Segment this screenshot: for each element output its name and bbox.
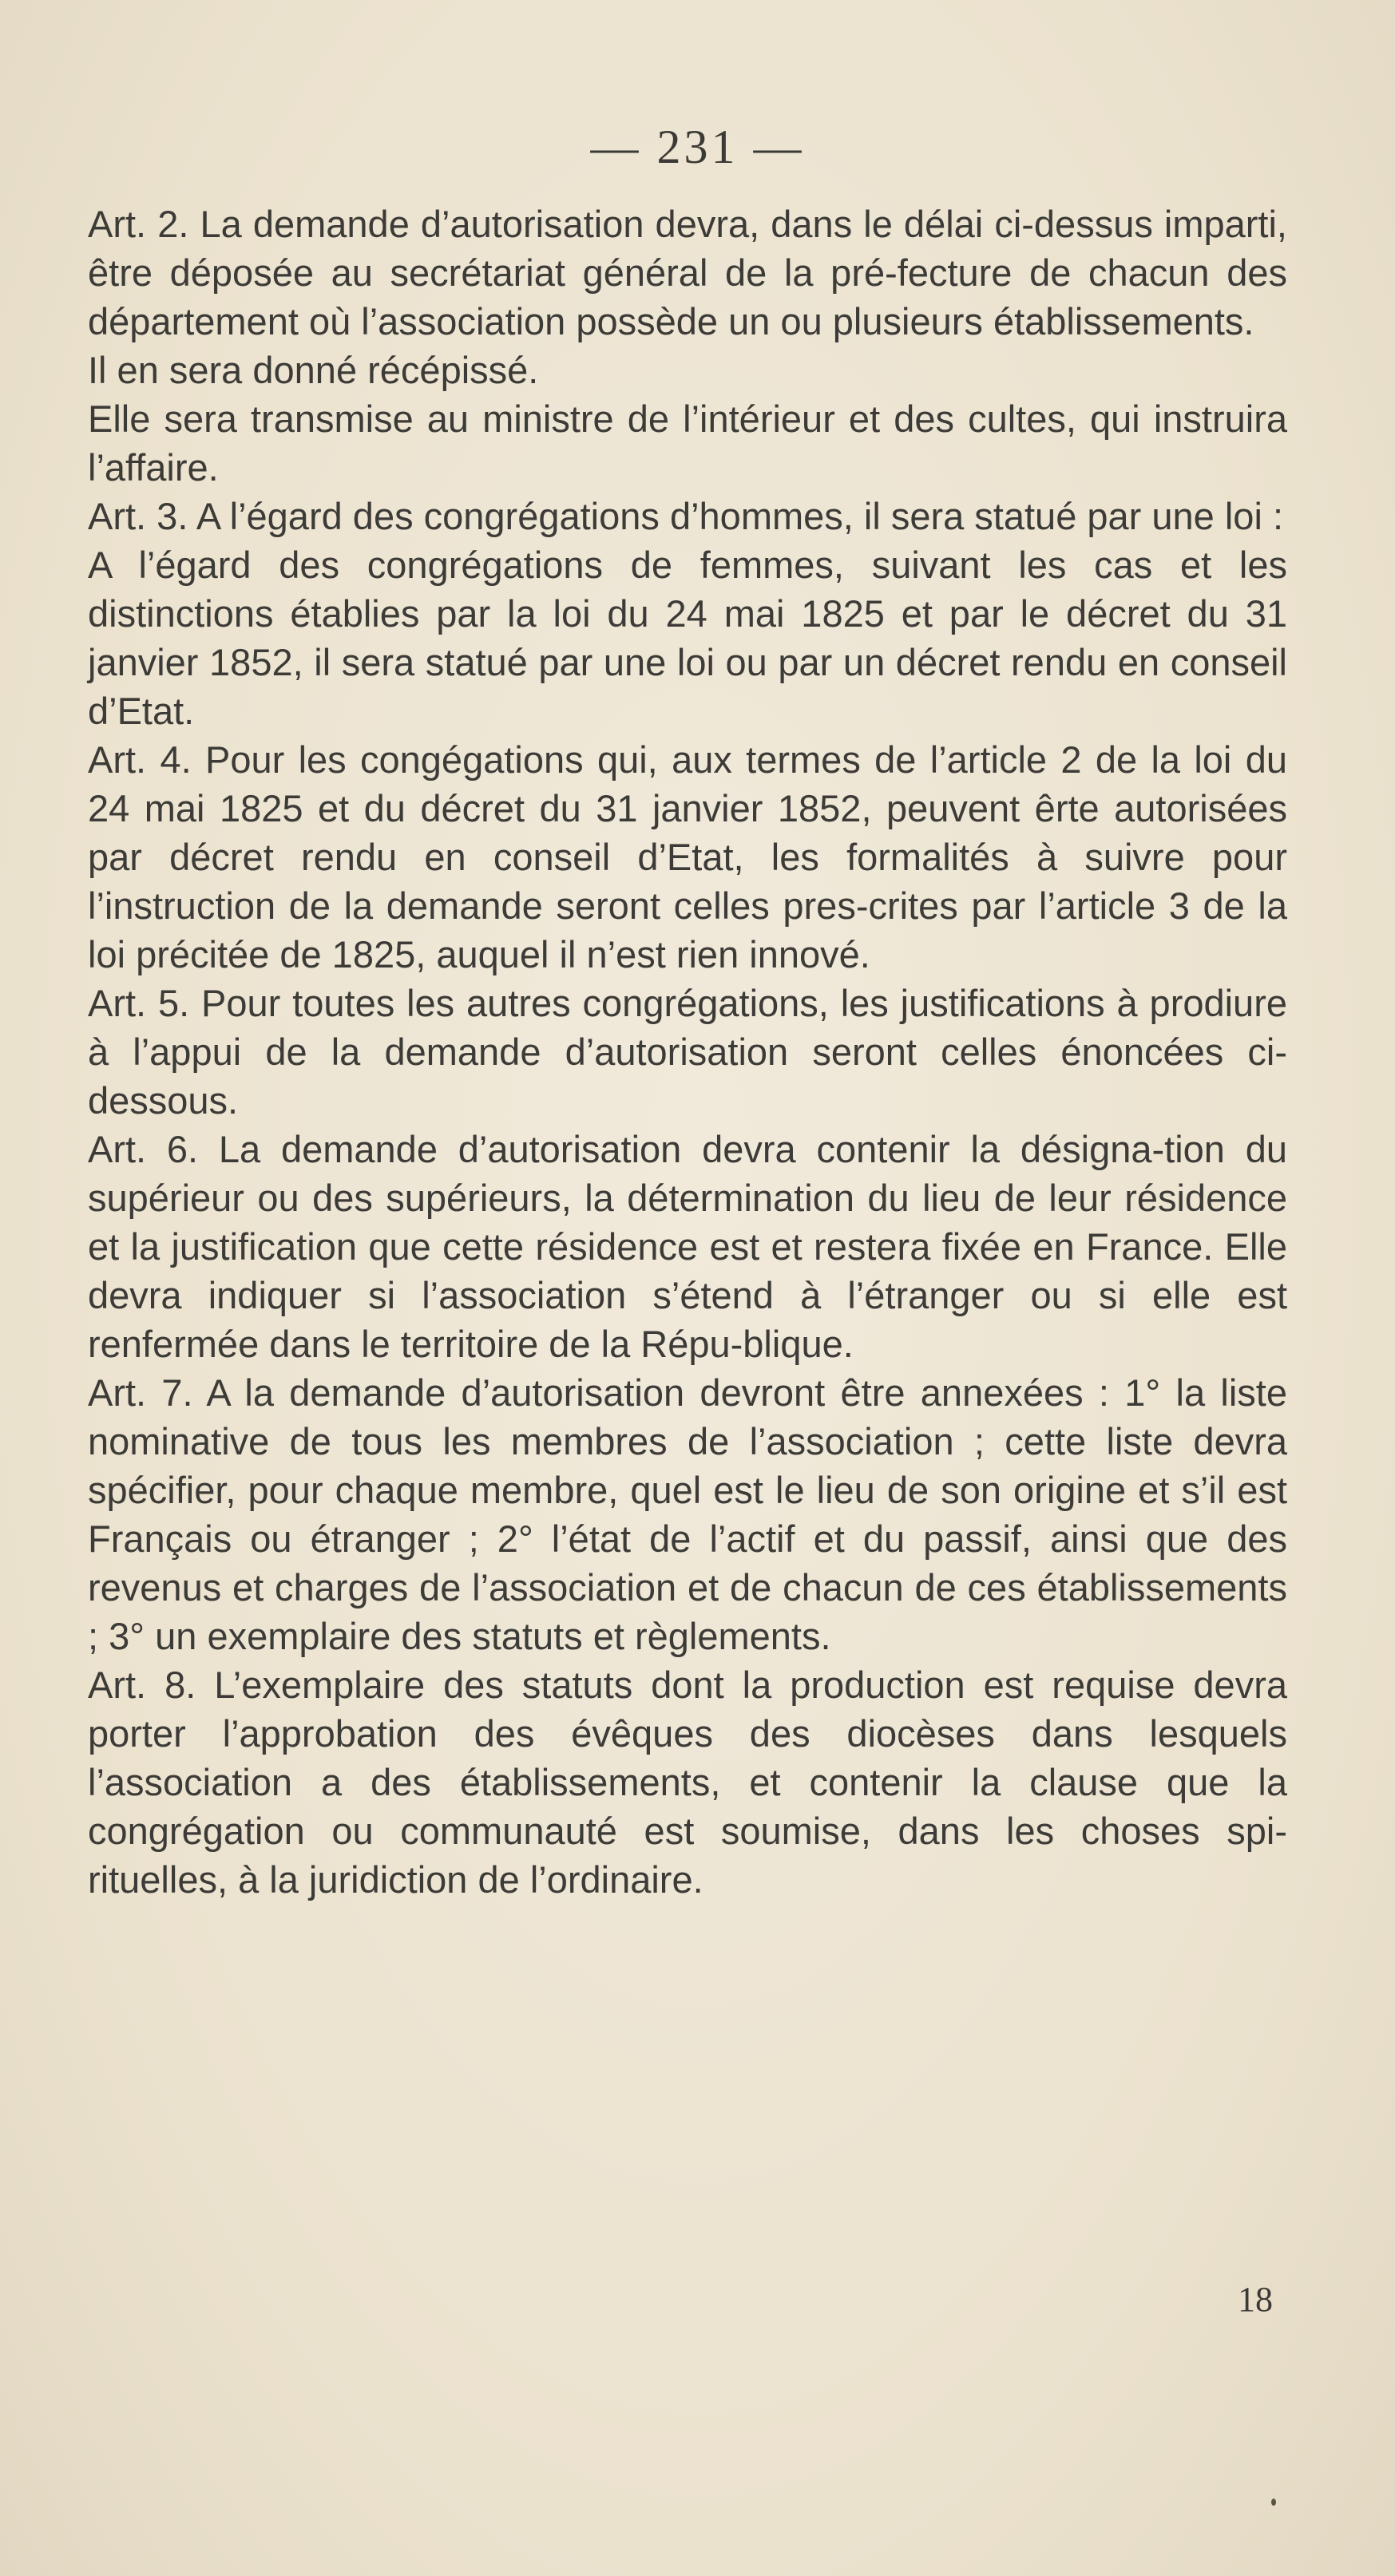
page-number: — 231 — — [590, 121, 805, 173]
paragraph-art-6: Art. 6. La demande d’autorisation devra contenir la désigna-tion du supérieur ou des supérieurs, la détermination du lieu de leur résidence et la justification que cette résidence est et restera fixée en France. Elle devra indiquer si l’association s’étend à l’étranger ou si elle est renfermée dans le territoire de la Répu-blique. — [88, 1128, 1287, 1365]
printer-signature-mark: 18 — [1238, 2280, 1273, 2319]
paragraph-art-4: Art. 4. Pour les congégations qui, aux termes de l’article 2 de la loi du 24 mai 1825 et du décret du 31 janvier 1852, peuvent êrte autorisées par décret rendu en conseil d’Etat, les formalités à suivre pour l’instruction de la demande seront celles pres-crites par l’article 3 de la loi précitée de 1825, auquel il n’est rien innové. — [88, 738, 1287, 975]
paragraph-art-2: Art. 2. La demande d’autorisation devra, dans le délai ci-dessus imparti, être déposée au secrétariat général de la pré-fecture de chacun des département où l’association possède un ou plusieurs établissements. — [88, 203, 1287, 342]
paragraph-art-5: Art. 5. Pour toutes les autres congrégations, les justifications à prodiure à l’appui de la demande d’autorisation seront celles énoncées ci-dessous. — [88, 982, 1287, 1122]
paragraph-transmission: Elle sera transmise au ministre de l’intérieur et des cultes, qui instruira l’affaire. — [88, 398, 1287, 489]
paragraph-art-3: Art. 3. A l’égard des congrégations d’hommes, il sera statué par une loi : — [88, 495, 1284, 537]
paragraph-recepisse: Il en sera donné récépissé. — [88, 349, 539, 391]
paragraph-congregations-femmes: A l’égard des congrégations de femmes, suivant les cas et les distinctions établies par la loi du 24 mai 1825 et par le décret du 31 janvier 1852, il sera statué par une loi ou par un décret rendu en conseil d’Etat. — [88, 544, 1287, 732]
paragraph-art-7: Art. 7. A la demande d’autorisation devront être annexées : 1° la liste nominative de tous les membres de l’association ; cette liste devra spécifier, pour chaque membre, quel est le lieu de son origine et s’il est Français ou étranger ; 2° l’état de l’actif et du passif, ainsi que des revenus et charges de l’association et de chacun de ces établissements ; 3° un exemplaire des statuts et règlements. — [88, 1371, 1287, 1657]
paragraph-art-8: Art. 8. L’exemplaire des statuts dont la production est requise devra porter l’approbation des évêques des diocèses dans lesquels l’association a des établissements, et contenir la clause que la congrégation ou communauté est soumise, dans les choses spi-rituelles, à la juridiction de l’ordinaire. — [88, 1664, 1287, 1901]
ink-speck — [1271, 2499, 1276, 2506]
body-text — [88, 200, 1287, 1904]
